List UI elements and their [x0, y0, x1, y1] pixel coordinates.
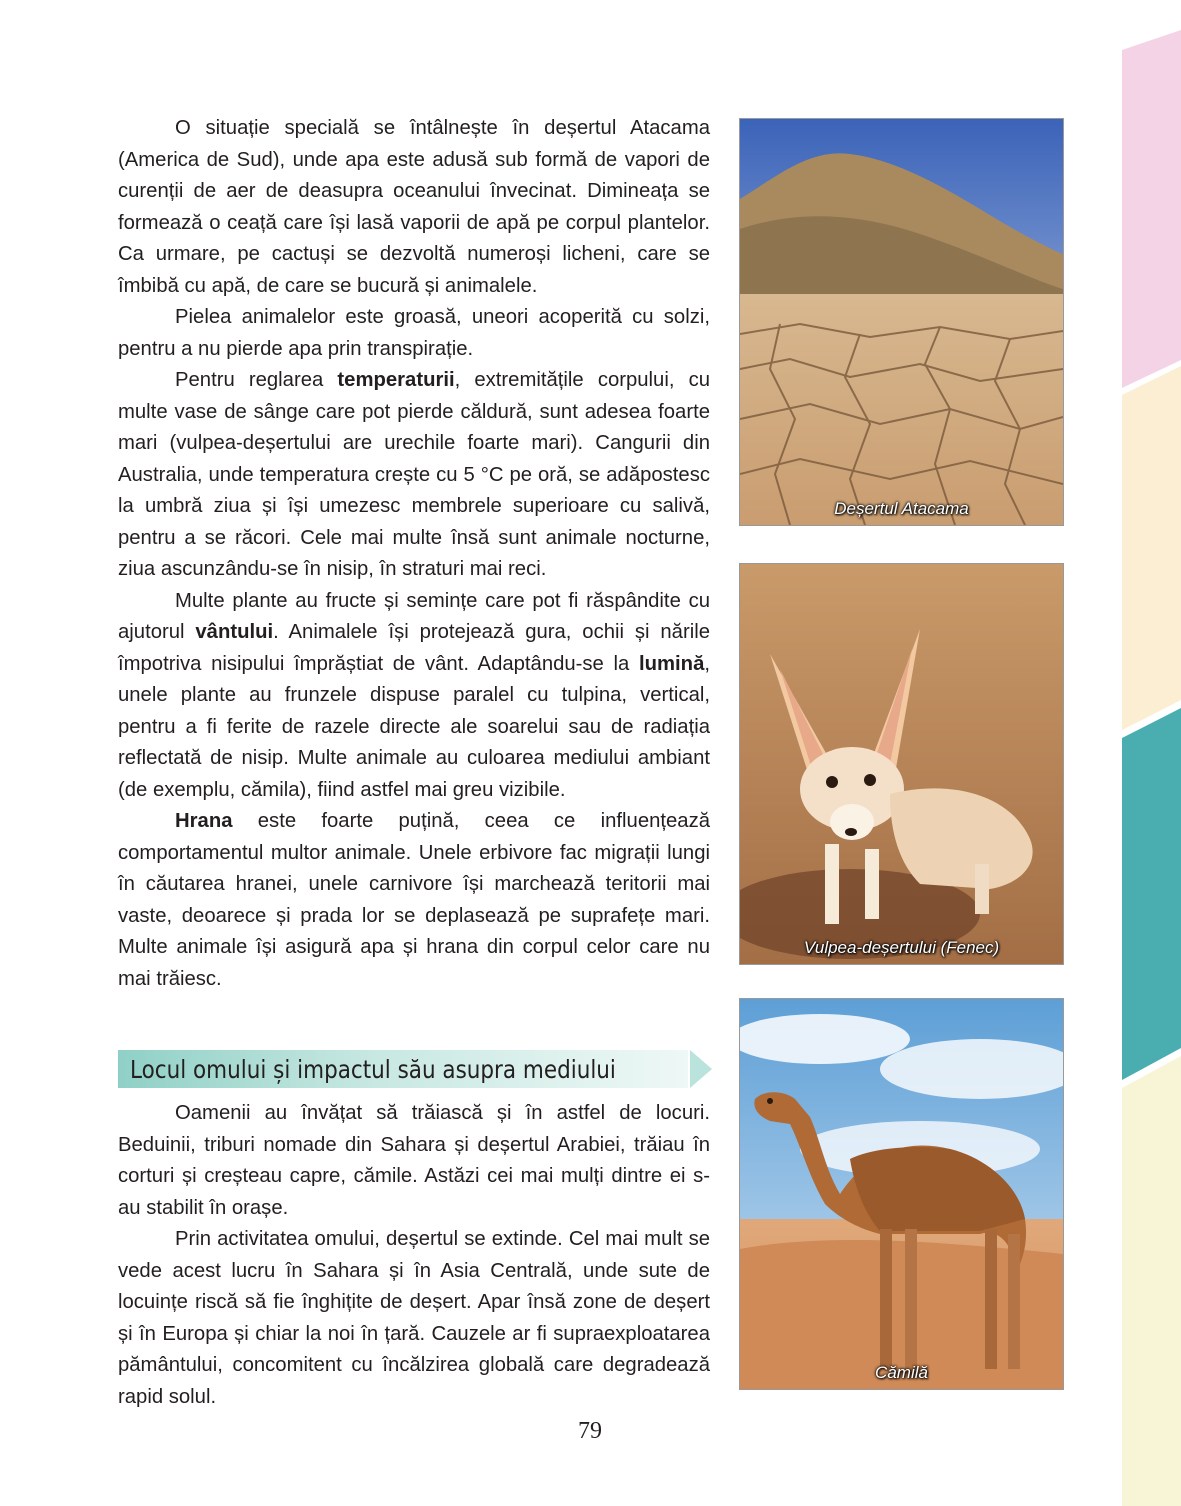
- section-arrow-icon: [690, 1050, 712, 1088]
- paragraph-desertification: Prin activitatea omului, deșertul se extinde. Cel mai mult se vede acest lucru în Sahara și în Asia Centrală, unde sute de locuințe riscă să fie înghițite de deșert. Apar însă zone de deșert și în Europa și chiar la noi în țară. Cauzele ar fi supraexploatarea pământului, concomitent cu încălzirea globală care degradează rapid solul.: [118, 1228, 710, 1408]
- main-text-column: [118, 113, 710, 995]
- paragraph-wind-light: Multe plante au fructe și semințe care pot fi răspândite cu ajutorul vântului. Animalele își protejează gura, ochii și nările împotriva nisipului împrăștiat de vânt. Adaptându-se la lumină, unele plante au frunzele dispuse paralel cu tulpina, vertical, pentru a fi ferite de razele directe ale soarelui sau de radiația reflectată de nisip. Multe animale au culoarea mediului ambiant (de exemplu, cămila), fiind astfel mai greu vizibile.: [118, 589, 710, 801]
- tab-pink: [1122, 30, 1181, 388]
- paragraph-food: Hrana este foarte puțină, ceea ce influențează comportamentul multor animale. Unele erbivore fac migrații lungi în căutarea hranei, unele carnivore își marchează teritorii mai vaste, deoarece și prada lor se deplasează pe suprafețe mari. Multe animale își asigură apa și hrana din corpul celor care nu mai trăiesc.: [118, 810, 710, 990]
- chapter-tabs: [1122, 30, 1181, 1506]
- paragraph-skin: Pielea animalelor este groasă, uneori acoperită cu solzi, pentru a nu pierde apa prin transpirație.: [118, 306, 710, 360]
- atacama-illustration: [740, 119, 1063, 525]
- section-body-text: [118, 1098, 710, 1413]
- paragraph-temperature: Pentru reglarea temperaturii, extremitățile corpului, cu multe vase de sânge care pot pierde căldură, sunt adesea foarte mari (vulpea-deșertului are urechile foarte mari). Cangurii din Australia, unde temperatura crește cu 5 °C pe oră, se adăpostesc la umbră ziua și își umezesc membrele superioare cu salivă, pentru a se răcori. Cele mai multe însă sunt animale nocturne, ziua ascunzându-se în nisip, în straturi mai reci.: [118, 369, 711, 580]
- caption-fennec: Vulpea-deșertului (Fenec): [803, 938, 1000, 957]
- caption-atacama: Deșertul Atacama: [834, 499, 969, 518]
- photo-camel: [739, 998, 1064, 1390]
- tab-lightyellow: [1122, 1056, 1181, 1506]
- section-heading: [118, 1050, 708, 1090]
- paragraph-atacama: O situație specială se întâlnește în deșertul Atacama (America de Sud), unde apa este adusă sub formă de vapori de curenții de aer de deasupra oceanului învecinat. Dimineața se formează o ceață care își lasă vaporii de apă pe corpul plantelor. Ca urmare, pe cactuși se dezvoltă numeroși licheni, care se îmbibă cu apă, de care se bucură și animalele.: [118, 117, 710, 297]
- page-number: 79: [578, 1418, 602, 1444]
- caption-camel: Cămilă: [875, 1363, 928, 1382]
- tab-cream: [1122, 366, 1181, 730]
- photo-fennec-fox: [739, 563, 1064, 965]
- photo-atacama-desert: [739, 118, 1064, 526]
- camel-illustration: [740, 999, 1063, 1389]
- paragraph-bedouins: Oamenii au învățat să trăiască și în astfel de locuri. Beduinii, triburi nomade din Sahara și deșertul Arabiei, trăiau în corturi și creșteau capre, cămile. Astăzi cei mai mulți dintre ei s-au stabilit în orașe.: [118, 1102, 710, 1219]
- tab-teal: [1122, 708, 1181, 1080]
- fennec-illustration: [740, 564, 1063, 964]
- section-heading-label: Locul omului și impactul său asupra mediului: [130, 1055, 616, 1084]
